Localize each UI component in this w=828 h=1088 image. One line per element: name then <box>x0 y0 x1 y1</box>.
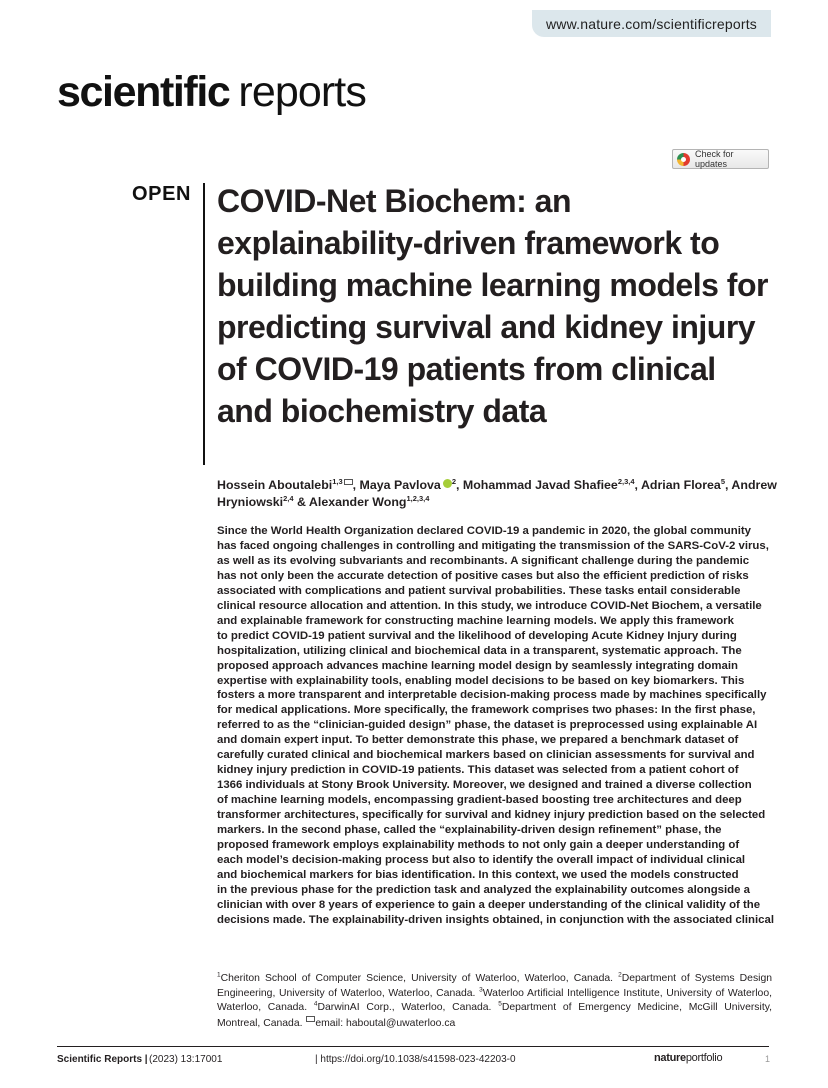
author-name[interactable]: Adrian Florea <box>640 478 721 492</box>
abstract-line: Since the World Health Organization declared COVID-19 a pandemic in 2020, the global community <box>217 525 752 537</box>
abstract-line: carefully curated clinical and biochemical markers based on clinician assessments for survival and <box>217 749 755 762</box>
abstract-line: clinician with over 8 years of experience to gain a deeper understanding of the clinical validity of the <box>217 898 761 911</box>
abstract-line: has not only been the accurate detection of positive cases but also the efficient prediction of risks <box>217 569 749 582</box>
brand-portfolio: portfolio <box>685 1052 723 1064</box>
affiliation-number: 3 <box>479 986 483 994</box>
title-divider <box>203 183 205 465</box>
orcid-icon[interactable] <box>443 479 452 488</box>
footer-doi-link[interactable]: | https://doi.org/10.1038/s41598-023-42203-0 <box>315 1054 516 1065</box>
affiliation-number: 2 <box>618 971 622 979</box>
author-affiliation-ref: 5 <box>720 476 725 486</box>
abstract-line: for medical applications. More specifically, the framework comprises two phases: In the first phase, <box>217 704 756 717</box>
check-for-updates-label: Check for updates <box>695 149 734 169</box>
author-name[interactable]: Andrew Hryniowski <box>217 478 777 509</box>
author-name[interactable]: Hossein Aboutalebi <box>217 478 333 492</box>
affiliation-number: 4 <box>313 1000 318 1008</box>
abstract-line: each model’s decision-making process but also to identify the overall impact of individual clinical <box>217 853 746 866</box>
abstract-line: to predict COVID-19 patient survival and the likelihood of developing Acute Kidney Injury during <box>217 629 737 642</box>
abstract-line: 1366 individuals at Stony Brook University. Moreover, we designed and trained a diverse collection <box>217 779 752 792</box>
open-access-label: OPEN <box>132 183 192 205</box>
affiliation-text: Waterloo Artificial Intelligence Institute, University of Waterloo, Waterloo, Canada. <box>217 987 772 1014</box>
abstract-line: referred to as the “clinician-guided design” phase, the dataset is preprocessed using explainable AI <box>217 719 758 732</box>
abstract-line: transformer architectures, specifically for survival and kidney injury prediction based on the selected <box>217 809 766 822</box>
author-list: Hossein Aboutalebi$^{1,3}$ , Maya Pavlova $^2$, Mohammad Javad Shafiee$^{2,3,4}$, Adrian Florea$^5$, Andrew Hryniowski$^{2,4}$ & Alexander Wong$^{1,2,3,4}$ <box>217 476 777 509</box>
journal-logo <box>57 66 366 118</box>
journal-url-tab[interactable] <box>532 10 771 37</box>
affiliation-text: DarwinAI Corp., Waterloo, Canada. <box>317 1002 499 1014</box>
affiliation-number: 1 <box>217 971 221 979</box>
author-affiliation-ref: 2,4 <box>283 493 294 503</box>
abstract-line: and biochemical markers for bias identification. In this context, we used the models constructed <box>217 868 739 881</box>
author-name[interactable]: Mohammad Javad Shafiee <box>462 478 618 492</box>
footer-journal: Scientific Reports | <box>57 1054 148 1065</box>
abstract-line: and domain expert input. To better demonstrate this phase, we prepared a benchmark dataset of <box>217 734 739 747</box>
abstract-line: fosters a more transparent and interpretable decision-making process made by machines specifically <box>217 689 767 702</box>
page-footer <box>57 1046 769 1073</box>
email-icon[interactable] <box>344 479 353 485</box>
affiliations <box>217 972 772 1031</box>
logo-word-scientific: scientific <box>57 68 230 116</box>
author-name[interactable]: Alexander Wong <box>308 494 407 509</box>
abstract-line: expertise with explainability tools, enabling model decisions to be based on key biomarkers. This <box>217 674 745 687</box>
author-affiliation-ref: 2 <box>451 476 456 486</box>
abstract-line: and explainable framework for constructing machine learning models. We apply this framework <box>217 614 734 627</box>
journal-url[interactable]: www.nature.com/scientificreports <box>545 15 758 32</box>
abstract <box>217 524 772 928</box>
article-title: COVID-Net Biochem: an explainability-driven framework to building machine learning models for predicting survival and kidney injury of COVID-19 patients from clinical and biochemistry data <box>217 183 768 429</box>
page-number: 1 <box>765 1054 771 1064</box>
abstract-line: as well as its evolving subvariants and recombinants. A significant challenge during the pandemic <box>217 554 750 567</box>
abstract-line: associated with complications and patient survival probabilities. These tasks entail considerable <box>217 584 741 597</box>
author-affiliation-ref: 1,2,3,4 <box>406 493 430 503</box>
author-affiliation-ref: 2,3,4 <box>617 476 635 486</box>
abstract-line: decisions made. The explainability-driven insights obtained, in conjunction with the associated clinical <box>217 913 774 926</box>
affiliation-text: Department of Systems Design Engineering, University of Waterloo, Waterloo, Canada. <box>217 973 772 999</box>
crossmark-icon <box>677 153 690 166</box>
author-name[interactable]: Maya Pavlova <box>359 478 441 492</box>
check-for-updates-button[interactable] <box>672 149 769 169</box>
abstract-line: clinical resource allocation and attention. In this study, we introduce COVID-Net Biochem, a versatile <box>217 599 762 612</box>
abstract-line: hospitalization, utilizing clinical and biochemical data in a transparent, systematic approach. The <box>217 644 742 657</box>
logo-word-reports: reports <box>238 68 366 116</box>
affiliation-text: Department of Emergency Medicine, McGill University, Montreal, Canada. <box>217 1002 773 1029</box>
abstract-line: proposed approach advances machine learning model design by seamlessly integrating domain <box>217 659 738 672</box>
abstract-line: of machine learning models, encompassing gradient-based boosting tree architectures and deep <box>217 794 742 807</box>
author-affiliation-ref: 1,3 <box>332 476 343 486</box>
abstract-line: in the previous phase for the prediction task and analyzed the explainability outcomes alongside a <box>217 883 750 896</box>
nature-portfolio-logo <box>654 1052 722 1064</box>
abstract-line: proposed framework employs explainability methods to not only gain a deeper understanding of <box>217 839 740 852</box>
abstract-line: has faced ongoing challenges in controlling and mitigating the transmission of the SARS-CoV-2 virus, <box>217 539 769 552</box>
abstract-line: kidney injury prediction in COVID-19 patients. This dataset was selected from a patient cohort of <box>217 764 739 777</box>
brand-nature: nature <box>654 1052 686 1064</box>
affiliation-text: Cheriton School of Computer Science, University of Waterloo, Waterloo, Canada. <box>220 973 619 984</box>
corresponding-email[interactable]: email: haboutal@uwaterloo.ca <box>315 1017 456 1029</box>
abstract-line: markers. In the second phase, called the “explainability-driven design refinement” phase, the <box>217 824 722 837</box>
affiliation-number: 5 <box>498 1000 502 1008</box>
email-icon <box>306 1016 315 1022</box>
footer-volume: (2023) 13:17001 <box>149 1054 223 1065</box>
